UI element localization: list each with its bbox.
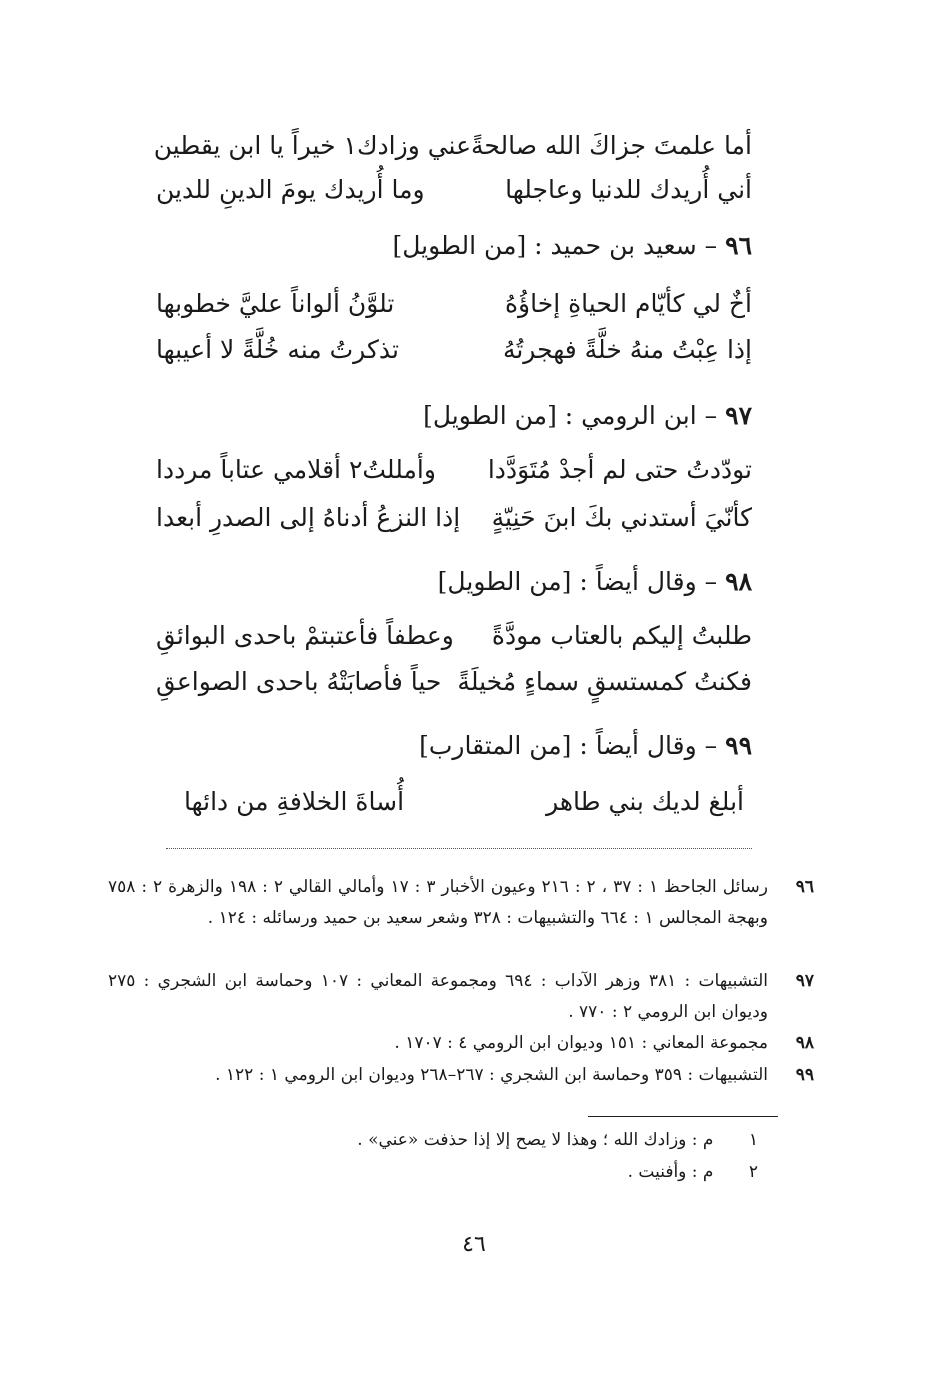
footnote-number: ١ (748, 1130, 758, 1150)
verse-first-hemistich: تودّدتُ حتى لم أجدْ مُتَوَدَّدا (487, 454, 752, 484)
poem-number: ٩٨ (725, 566, 752, 596)
source-entry (108, 872, 814, 934)
sources-separator (166, 848, 752, 849)
poem-number: ٩٧ (725, 400, 752, 430)
verse-first-hemistich: أبلغ لديك بني طاهر (546, 786, 744, 816)
footnote-text: م : وزادك الله ؛ وهذا لا يصح إلا إذا حذفت «عني» . (357, 1130, 714, 1150)
footnotes-separator (588, 1116, 778, 1117)
verse-line (156, 494, 752, 540)
poem-heading (419, 722, 752, 768)
verse-second-hemistich: وعطفاً فأعتبتمْ باحدى البوائقِ (156, 620, 454, 650)
source-text: مجموعة المعاني : ١٥١ وديوان ابن الرومي ٤ : ١٧٠٧ . (394, 1033, 768, 1053)
footnote (628, 1162, 758, 1182)
footnote-text: م : وأفنيت . (627, 1162, 714, 1182)
verse-first-hemistich: أما علمتَ جزاكَ الله صالحةً (471, 130, 752, 160)
poem-heading (392, 222, 752, 268)
verse-second-hemistich: تلوَّنُ ألواناً عليَّ خطوبها (156, 288, 395, 318)
footnote (357, 1130, 758, 1150)
verse-first-hemistich: إذا عِبْتُ منهُ خلَّةً فهجرتُهُ (502, 334, 752, 364)
verse-second-hemistich: إذا النزعُ أدناهُ إلى الصدرِ أبعدا (156, 502, 461, 532)
verse-line (156, 280, 752, 326)
verse-second-hemistich: تذكرتُ منه خُلَّةً لا أعيبها (156, 334, 399, 364)
verse-second-hemistich: وأمللتُ٢ أقلامي عتاباً مرددا (156, 454, 436, 484)
poem-heading (438, 558, 752, 604)
verse-line (156, 446, 752, 492)
verse-line (156, 326, 752, 372)
poem-title: – وقال أيضاً : [من الطويل] (437, 566, 718, 596)
verse-second-hemistich: عني وزادك١ خيراً يا ابن يقطين (153, 130, 472, 160)
source-number: ٩٨ (795, 1033, 814, 1053)
verse-line (156, 612, 752, 658)
verse-line (156, 658, 752, 704)
source-text: التشبيهات : ٣٨١ وزهر الآداب : ٦٩٤ ومجموعة المعاني : ١٠٧ وحماسة ابن الشجري : ٢٧٥ وديوان ابن الرومي ٢ : ٧٧٠ . (108, 971, 769, 1022)
poem-heading (423, 392, 752, 438)
verse-first-hemistich: فكنتُ كمستسقٍ سماءٍ مُخيلَةً (457, 666, 752, 696)
source-entry (108, 966, 814, 1028)
source-number: ٩٩ (795, 1065, 814, 1085)
source-text: رسائل الجاحظ ١ : ٣٧ ، ٢ : ٢١٦ وعيون الأخبار ٣ : ١٧ وأمالي القالي ٢ : ١٩٨ والزهرة ٢ : ٧٥٨ وبهجة المجالس ١ : ٦٦٤ والتشبيهات : ٣٢٨ وشعر سعيد بن حميد ورسائله : ١٢٤ . (108, 877, 768, 928)
verse-first-hemistich: أخٌ لي كأيّام الحياةِ إخاؤُهُ (504, 288, 752, 318)
verse-second-hemistich: أُساةَ الخلافةِ من دائها (184, 786, 405, 816)
verse-first-hemistich: كأنّيَ أستدني بكَ ابنَ حَنِيّةٍ (491, 502, 752, 532)
poem-title: – ابن الرومي : [من الطويل] (423, 400, 718, 430)
verse-first-hemistich: طلبتُ إليكم بالعتاب مودَّةً (491, 620, 752, 650)
source-number: ٩٦ (795, 877, 814, 897)
poem-number: ٩٩ (725, 730, 752, 760)
verse-line (156, 166, 752, 212)
source-entry (108, 1028, 814, 1059)
verse-second-hemistich: حياً فأصابَتْهُ باحدى الصواعقِ (156, 666, 442, 696)
source-number: ٩٧ (795, 971, 814, 991)
footnote-number: ٢ (748, 1162, 758, 1182)
page-number: ٤٦ (462, 1232, 486, 1257)
poem-title: – سعيد بن حميد : [من الطويل] (392, 230, 718, 260)
verse-line (184, 778, 744, 824)
poem-title: – وقال أيضاً : [من المتقارب] (419, 730, 718, 760)
verse-line (153, 122, 752, 168)
poem-number: ٩٦ (725, 230, 752, 260)
verse-second-hemistich: وما أُريدك يومَ الدينِ للدين (156, 174, 425, 204)
source-text: التشبيهات : ٣٥٩ وحماسة ابن الشجري : ٢٦٧–٢٦٨ وديوان ابن الرومي ١ : ١٢٢ . (215, 1065, 768, 1085)
source-entry (108, 1060, 814, 1091)
verse-first-hemistich: أني أُريدك للدنيا وعاجلها (505, 174, 752, 204)
